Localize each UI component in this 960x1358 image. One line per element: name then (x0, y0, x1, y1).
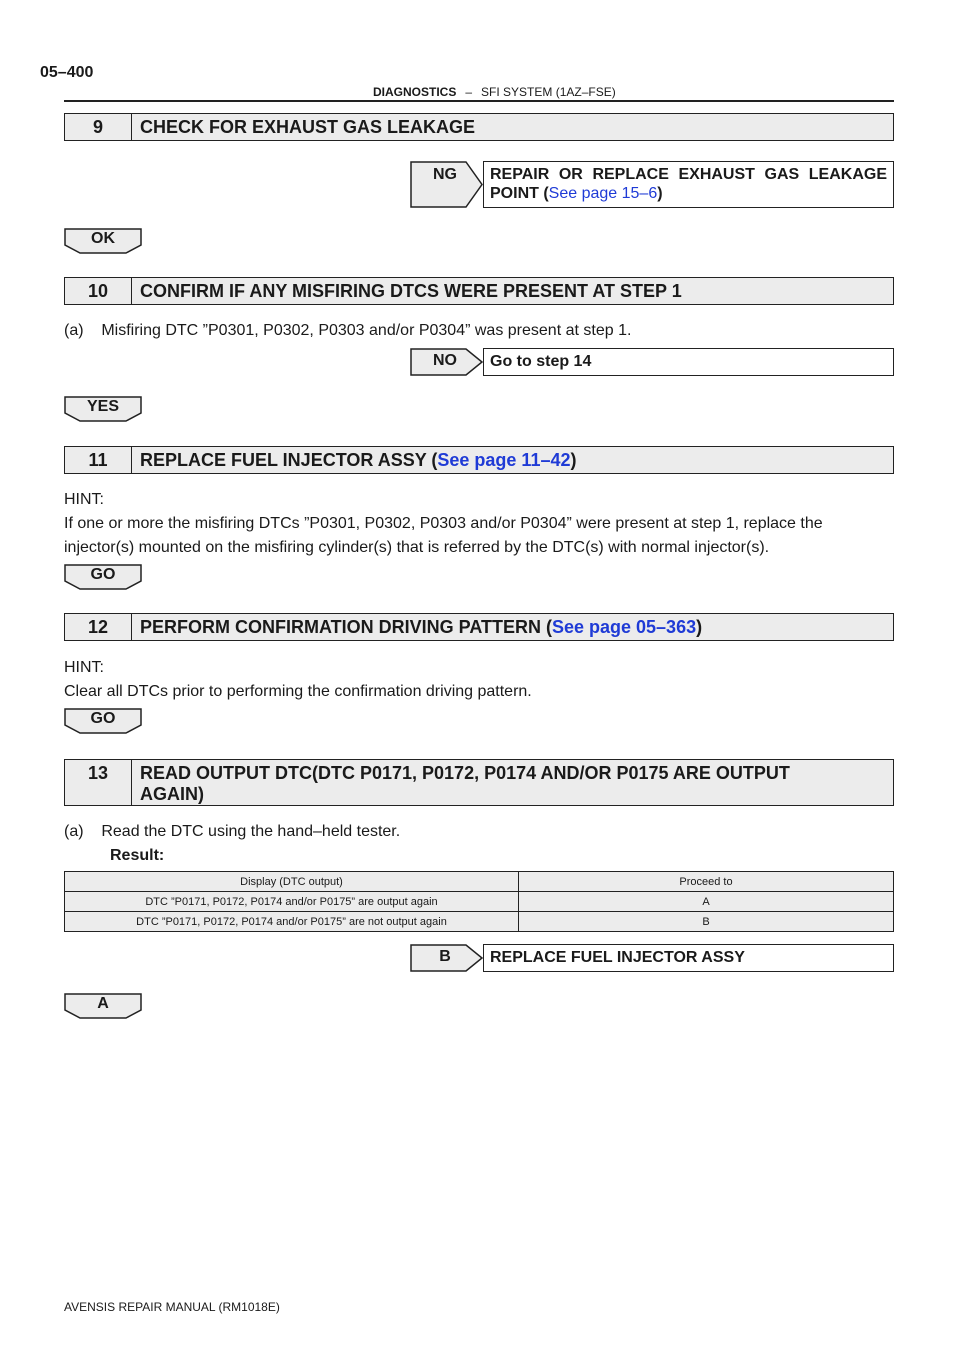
ng-tag: NG (433, 166, 457, 183)
table-row (65, 912, 894, 932)
b-branch (410, 944, 894, 972)
go-text: GO (90, 710, 116, 727)
table-cell: B (519, 912, 894, 932)
step-11-box (64, 446, 894, 474)
step-title: READ OUTPUT DTC(DTC P0171, P0172, P0174 AND/OR P0175 ARE OUTPUT AGAIN) (140, 763, 790, 804)
hint-label: HINT: (64, 491, 104, 508)
see-page-link[interactable]: See page 15–6 (548, 185, 658, 202)
step-title: CONFIRM IF ANY MISFIRING DTCS WERE PRESENT AT STEP 1 (140, 281, 682, 301)
result-label: Result: (110, 847, 165, 864)
header-separator: – (465, 85, 473, 99)
no-branch (410, 348, 894, 376)
page-header (373, 85, 616, 99)
subsection-name: SFI SYSTEM (1AZ–FSE) (481, 85, 616, 99)
step-12-box (64, 613, 894, 641)
step-title-text: PERFORM CONFIRMATION DRIVING PATTERN ( (140, 617, 552, 637)
go-label (64, 708, 142, 734)
step-number: 13 (65, 760, 132, 805)
see-page-link[interactable]: See page 11–42 (437, 450, 571, 470)
yes-label (64, 396, 142, 422)
hint-text: Clear all DTCs prior to performing the confirmation driving pattern. (64, 683, 532, 700)
go-text: GO (90, 566, 116, 583)
a-label (64, 993, 142, 1019)
ng-branch (410, 161, 894, 208)
result-table (64, 871, 894, 932)
table-cell: A (519, 892, 894, 912)
step-number: 11 (65, 447, 132, 473)
b-tag: B (439, 948, 451, 965)
page-number: 05–400 (40, 64, 94, 81)
no-tag: NO (433, 352, 457, 369)
ng-action (483, 161, 894, 208)
b-action: REPLACE FUEL INJECTOR ASSY (483, 944, 894, 972)
header-rule (64, 100, 894, 102)
step-title-text: REPLACE FUEL INJECTOR ASSY ( (140, 450, 438, 470)
ok-label (64, 228, 142, 254)
step-number: 12 (65, 614, 132, 640)
step-title: CHECK FOR EXHAUST GAS LEAKAGE (140, 117, 476, 137)
go-label (64, 564, 142, 590)
table-header: Display (DTC output) (65, 872, 519, 892)
ok-text: OK (91, 230, 115, 247)
hint-text: If one or more the misfiring DTCs ”P0301, P0302, P0303 and/or P0304” were present at step 1, replace the (64, 515, 823, 532)
footer: AVENSIS REPAIR MANUAL (RM1018E) (64, 1300, 280, 1314)
table-cell: DTC ”P0171, P0172, P0174 and/or P0175” are output again (65, 892, 519, 912)
ng-action-close: ) (657, 185, 663, 202)
step-number: 10 (65, 278, 132, 304)
hint-text: injector(s) mounted on the misfiring cylinder(s) that is referred by the DTC(s) with normal injector(s). (64, 539, 770, 556)
hint-label: HINT: (64, 659, 104, 676)
ng-action-text: REPAIR OR REPLACE EXHAUST GAS LEAKAGE POINT ( (490, 166, 887, 202)
a-text: A (97, 995, 109, 1012)
table-cell: DTC ”P0171, P0172, P0174 and/or P0175” are not output again (65, 912, 519, 932)
step-13-instruction: (a) Read the DTC using the hand–held tester. (64, 823, 401, 840)
step-10-condition: (a) Misfiring DTC ”P0301, P0302, P0303 and/or P0304” was present at step 1. (64, 322, 632, 339)
no-action: Go to step 14 (483, 348, 894, 376)
step-9-box (64, 113, 894, 141)
step-title (132, 447, 893, 473)
step-title-close: ) (570, 450, 577, 470)
step-title (132, 614, 893, 640)
table-row (65, 892, 894, 912)
table-header: Proceed to (519, 872, 894, 892)
section-name: DIAGNOSTICS (373, 85, 457, 99)
step-number: 9 (65, 114, 132, 140)
see-page-link[interactable]: See page 05–363 (551, 617, 697, 637)
step-title-close: ) (696, 617, 703, 637)
step-13-box (64, 759, 894, 806)
yes-text: YES (86, 398, 119, 415)
table-header-row (65, 872, 894, 892)
step-10-box (64, 277, 894, 305)
